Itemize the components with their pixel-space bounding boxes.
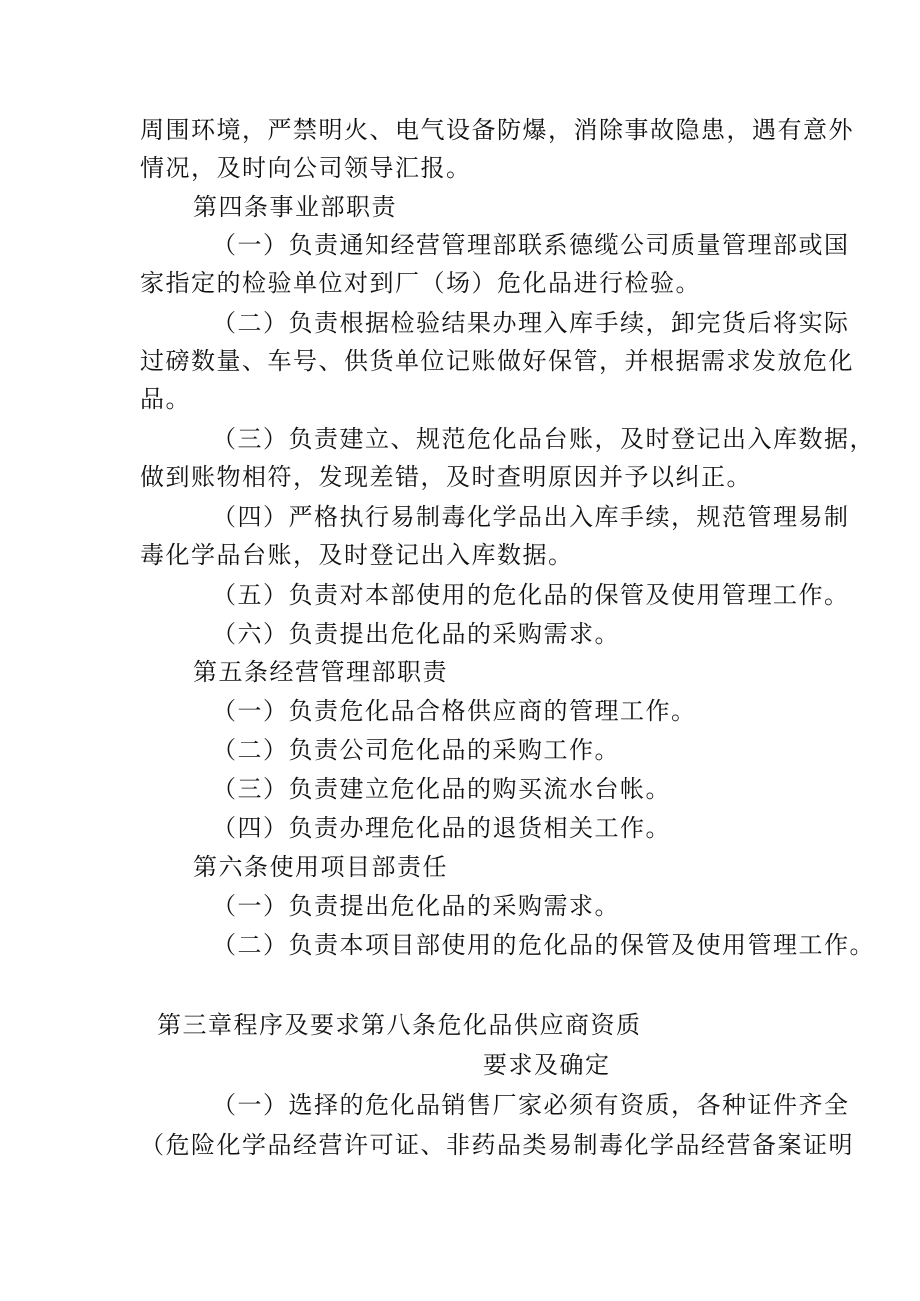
- body-text-line: 周围环境，严禁明火、电气设备防爆，消除事故隐患，遇有意外: [140, 116, 854, 144]
- list-item-text: （一）选择的危化品销售厂家必须有资质，各种证件齐全: [212, 1091, 850, 1119]
- article-heading: 第六条使用项目部责任: [193, 853, 448, 881]
- list-item-text: （四）严格执行易制毒化学品出入库手续，规范管理易制: [212, 503, 850, 531]
- list-item-text: （三）负责建立、规范危化品台账，及时登记出入库数据，: [212, 425, 875, 453]
- list-item-text: （一）负责提出危化品的采购需求。: [212, 892, 620, 920]
- body-text-line: （危险化学品经营许可证、非药品类易制毒化学品经营备案证明: [140, 1131, 854, 1159]
- chapter-heading: 第三章程序及要求第八条危化品供应商资质: [157, 1011, 642, 1039]
- list-item-text: （二）负责本项目部使用的危化品的保管及使用管理工作。: [212, 931, 875, 959]
- body-text-line: 家指定的检验单位对到厂（场）危化品进行检验。: [140, 269, 701, 297]
- list-item-text: （五）负责对本部使用的危化品的保管及使用管理工作。: [212, 581, 850, 609]
- body-text-line: 过磅数量、车号、供货单位记账做好保管，并根据需求发放危化: [140, 347, 854, 375]
- article-heading: 第五条经营管理部职责: [193, 658, 448, 686]
- list-item-text: （一）负责通知经营管理部联系德缆公司质量管理部或国: [212, 231, 850, 259]
- list-item-text: （六）负责提出危化品的采购需求。: [212, 620, 620, 648]
- chapter-heading-continuation: 要求及确定: [483, 1051, 611, 1079]
- list-item-text: （二）负责公司危化品的采购工作。: [212, 736, 620, 764]
- list-item-text: （三）负责建立危化品的购买流水台帐。: [212, 775, 671, 803]
- body-text-line: 毒化学品台账，及时登记出入库数据。: [140, 541, 574, 569]
- body-text-line: 情况，及时向公司领导汇报。: [140, 154, 472, 182]
- article-heading: 第四条事业部职责: [193, 193, 397, 221]
- list-item-text: （四）负责办理危化品的退货相关工作。: [212, 814, 671, 842]
- body-text-line: 做到账物相符，发现差错，及时查明原因并予以纠正。: [140, 463, 752, 491]
- list-item-text: （一）负责危化品合格供应商的管理工作。: [212, 697, 697, 725]
- body-text-line: 品。: [140, 385, 191, 413]
- list-item-text: （二）负责根据检验结果办理入库手续，卸完货后将实际: [212, 309, 850, 337]
